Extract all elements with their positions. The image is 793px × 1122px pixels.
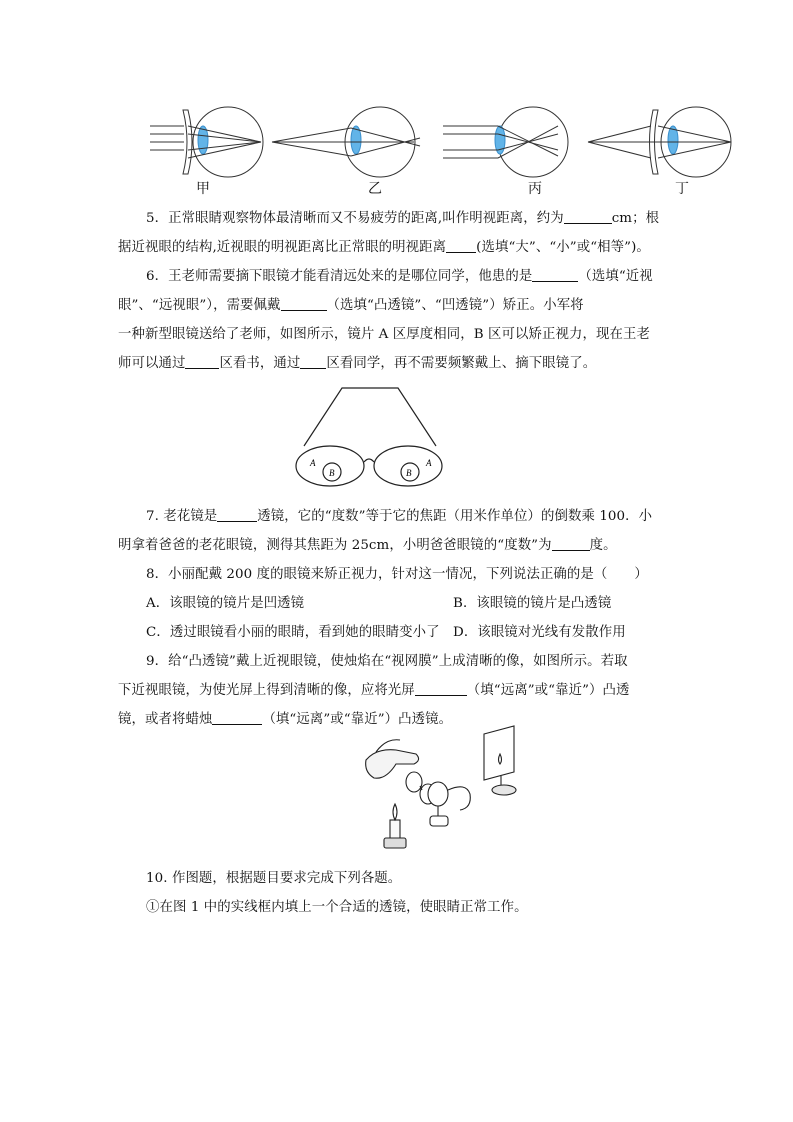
question-10-block — [118, 864, 678, 922]
q5-blank-1[interactable] — [564, 209, 612, 224]
q8-option-d[interactable]: D．该眼镜对光线有发散作用 — [453, 625, 626, 640]
q6-blank-2[interactable] — [281, 296, 327, 311]
q5-blank-2[interactable] — [446, 238, 476, 253]
q9-line-3: 镜，或者将蜡烛 （填“远离”或“靠近”）凸透镜。 — [118, 712, 453, 727]
q7-blank-2[interactable] — [552, 536, 590, 551]
eye-diagram-bing — [443, 107, 568, 177]
q6-line-4: 师可以通过 区看书，通过 区看同学，再不需要频繁戴上、摘下眼镜了。 — [118, 356, 597, 371]
q10-line-2: ①在图 1 中的实线框内填上一个合适的透镜，使眼睛正常工作。 — [146, 900, 528, 915]
eye-diagram-yi — [272, 107, 420, 177]
q8-stem: 8．小丽配戴 200 度的眼镜来矫正视力，针对这一情况，下列说法正确的是（ ） — [146, 567, 648, 582]
q8-options-row-2 — [118, 618, 678, 647]
q6-blank-4[interactable] — [300, 354, 326, 369]
q5-line-2: 据近视眼的结构,近视眼的明视距离比正常眼的明视距离 (选填“大”、“小”或“相等”)。 — [118, 240, 650, 255]
q7-line-1: 7. 老花镜是 透镜，它的“度数”等于它的焦距（用米作单位）的倒数乘 100．小 — [146, 509, 653, 524]
q9-blank-2[interactable] — [212, 710, 262, 725]
candle-lens-screen-figure — [356, 720, 536, 860]
eye-diagram-jia — [150, 107, 263, 177]
q7-line-2: 明拿着爸爸的老花眼镜，测得其焦距为 25cm，小明爸爸眼镜的“度数”为 度。 — [118, 538, 617, 553]
q10-line-1: 10. 作图题，根据题目要求完成下列各题。 — [146, 871, 402, 886]
q8-option-b[interactable]: B．该眼镜的镜片是凸透镜 — [453, 596, 612, 611]
glasses-label-right-a: A — [426, 458, 432, 468]
glasses-label-left-a: A — [310, 458, 316, 468]
q9-line-1: 9．给“凸透镜”戴上近视眼镜，使烛焰在“视网膜”上成清晰的像，如图所示。若取 — [146, 654, 628, 669]
q9-blank-1[interactable] — [415, 681, 467, 696]
q8-options-row-1 — [118, 589, 678, 618]
glasses-figure — [290, 384, 450, 489]
q5-line-1: 5．正常眼睛观察物体最清晰而又不易疲劳的距离,叫作明视距离，约为 cm；根 — [146, 211, 660, 226]
eye-label-bing: 丙 — [528, 181, 542, 197]
eye-diagrams-figure — [148, 88, 738, 198]
glasses-label-right-b: B — [406, 468, 412, 478]
q8-option-c[interactable]: C．透过眼镜看小丽的眼睛，看到她的眼睛变小了 — [146, 625, 440, 640]
eye-diagram-ding — [588, 107, 731, 177]
q6-line-1: 6．王老师需要摘下眼镜才能看清远处来的是哪位同学，他患的是 （选填“近视 — [146, 269, 653, 284]
eye-label-jia: 甲 — [196, 181, 210, 197]
question-5-6-block — [118, 204, 678, 378]
q8-option-a[interactable]: A．该眼镜的镜片是凹透镜 — [146, 596, 305, 611]
q6-blank-1[interactable] — [532, 267, 578, 282]
q6-line-3: 一种新型眼镜送给了老师，如图所示，镜片 A 区厚度相同，B 区可以矫正视力，现在王老 — [118, 327, 650, 342]
q6-line-2: 眼”、“远视眼”），需要佩戴 （选填“凸透镜”、“凹透镜”）矫正。小军将 — [118, 298, 584, 313]
question-7-9-block — [118, 502, 678, 734]
q9-line-2: 下近视眼镜，为使光屏上得到清晰的像，应将光屏 （填“远离”或“靠近”）凸透 — [118, 683, 630, 698]
q6-blank-3[interactable] — [185, 354, 219, 369]
q7-blank-1[interactable] — [217, 507, 257, 522]
eye-label-yi: 乙 — [368, 181, 382, 197]
eye-label-ding: 丁 — [675, 181, 689, 197]
glasses-label-left-b: B — [329, 468, 335, 478]
